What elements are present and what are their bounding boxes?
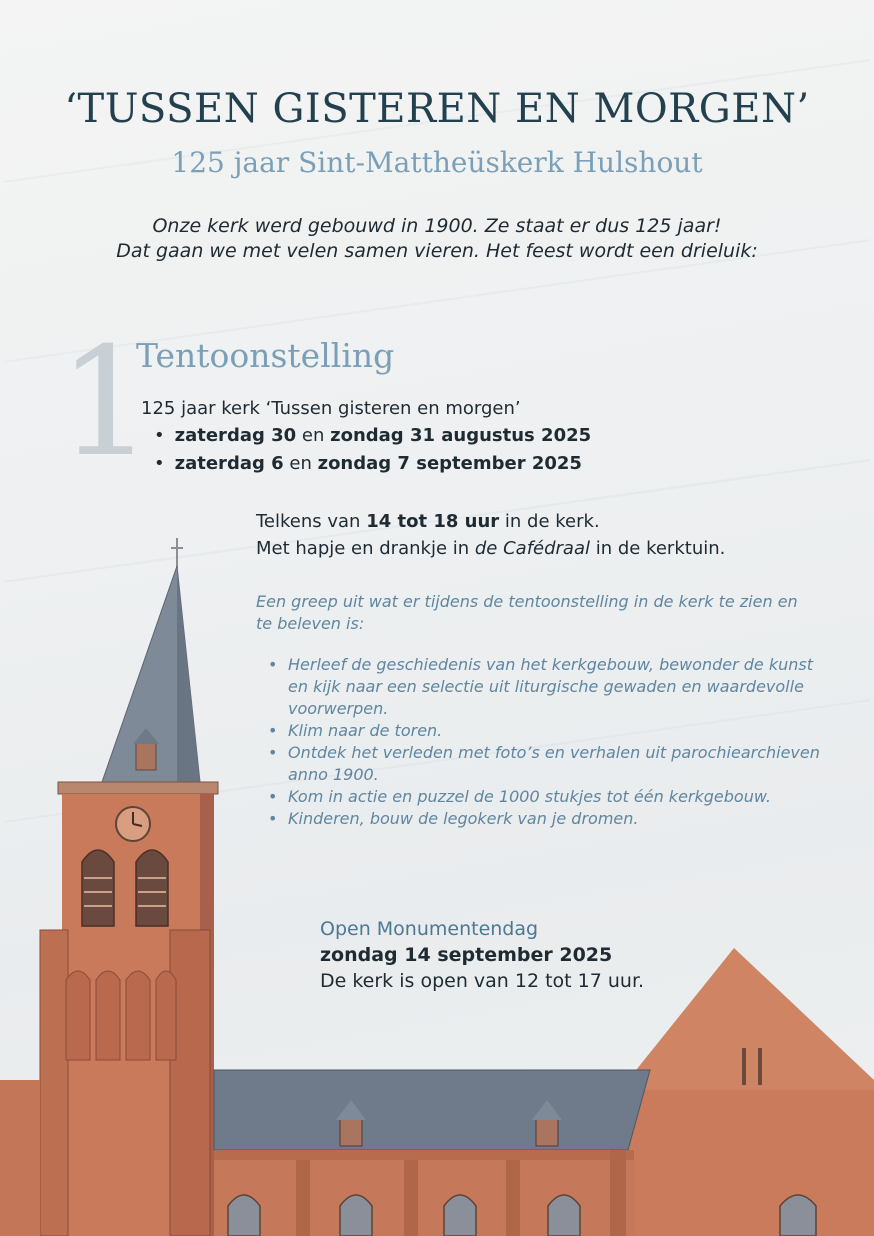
exhibition-name: 125 jaar kerk ‘Tussen gisteren en morgen’ <box>141 398 521 419</box>
list-item: • Kinderen, bouw de legokerk van je dromen. <box>268 808 828 830</box>
activities-intro: Een greep uit wat er tijdens de tentoonstelling in de kerk te zien en te beleven is: <box>256 592 798 633</box>
list-item: • Klim naar de toren. <box>268 720 828 742</box>
hours-line: Telkens van 14 tot 18 uur in de kerk. <box>256 511 600 532</box>
belfry-window <box>136 850 168 926</box>
food-line: Met hapje en drankje in de Cafédraal in de kerktuin. <box>256 538 726 559</box>
belfry-window <box>82 850 114 926</box>
intro-text <box>0 214 874 264</box>
omd-label: Open Monumentendag <box>320 918 539 940</box>
tower-buttress <box>40 930 68 1236</box>
list-item: • Ontdek het verleden met foto’s en verhalen uit parochiearchieven anno 1900. <box>268 742 828 786</box>
intro-line: Dat gaan we met velen samen vieren. Het feest wordt een drieluik: <box>116 240 758 262</box>
nave-roof <box>214 1070 650 1150</box>
section-title: Tentoonstelling <box>136 336 395 375</box>
gable-wall <box>620 948 874 1090</box>
open-monument-day <box>320 916 644 994</box>
poster-subtitle: 125 jaar Sint-Mattheüskerk Hulshout <box>171 146 703 179</box>
list-item: • Kom in actie en puzzel de 1000 stukjes tot één kerkgebouw. <box>268 786 828 808</box>
intro-line: Onze kerk werd gebouwd in 1900. Ze staat er dus 125 jaar! <box>152 215 722 237</box>
activities-list <box>268 654 828 830</box>
spire-dormer <box>136 742 156 770</box>
date-item: • zaterdag 30 en zondag 31 augustus 2025 <box>154 422 591 450</box>
list-item: • Herleef de geschiedenis van het kerkgebouw, bewonder de kunst en kijk naar een selectie uit liturgische gewaden en waardevolle voorwerpen. <box>268 654 828 720</box>
omd-hours: De kerk is open van 12 tot 17 uur. <box>320 970 645 992</box>
section-number: 1 <box>58 316 154 490</box>
exhibition-info <box>256 508 725 562</box>
exhibition-dates <box>154 422 591 478</box>
poster-title: ‘TUSSEN GISTEREN EN MORGEN’ <box>64 86 810 132</box>
omd-date: zondag 14 september 2025 <box>320 944 613 966</box>
date-item: • zaterdag 6 en zondag 7 september 2025 <box>154 450 591 478</box>
